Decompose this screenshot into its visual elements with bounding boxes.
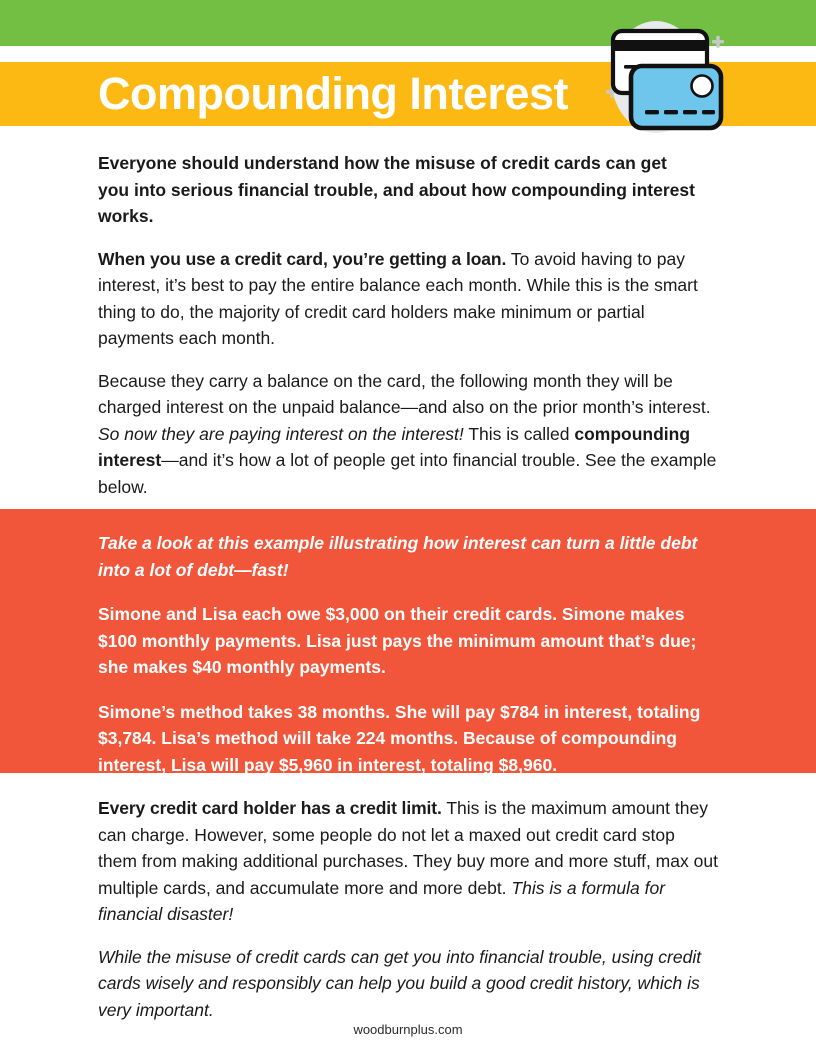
footer-site-url: woodburnplus.com (353, 1022, 463, 1037)
intro-paragraph: Everyone should understand how the misuse of credit cards can get you into serious financial trouble, and about how compounding interest works. (98, 153, 695, 226)
credit-limit-paragraph (98, 795, 718, 928)
loan-lead-in: When you use a credit card, you’re getting a loan. (98, 248, 507, 269)
credit-cards-illustration (588, 18, 738, 136)
balance-text-part-1: Because they carry a balance on the card, the following month they will be charged interest on the unpaid balance—and also on the prior month’s interest. (98, 370, 711, 417)
closing-paragraph (98, 944, 718, 1024)
callout-paragraph-1: Simone and Lisa each owe $3,000 on their credit cards. Simone makes $100 monthly payments. Lisa just pays the minimum amount that’s due; she makes $40 monthly payments. (98, 604, 697, 677)
plus-icon-right (712, 36, 724, 48)
loan-paragraph (98, 246, 718, 352)
balance-paragraph (98, 368, 718, 501)
compounding-interest-term: compounding interest (98, 423, 691, 470)
closing-text: While the misuse of credit cards can get you into financial trouble, using credit cards wisely and responsibly can help you build a good credit history, which is very important. (98, 946, 702, 1020)
balance-emphasis: So now they are paying interest on the interest! (98, 423, 464, 444)
front-card-shape (631, 66, 721, 128)
callout-paragraph-2: Simone’s method takes 38 months. She will pay $784 in interest, totaling $3,784. Lisa’s method will take 224 months. Because of compounding interest, Lisa will pay $5,960 in interest, totaling $8,960. (98, 701, 701, 775)
page-title: Compounding Interest (98, 68, 568, 119)
example-callout-box (0, 509, 816, 773)
credit-limit-emphasis: This is a formula for financial disaster! (98, 877, 666, 924)
credit-limit-lead-in: Every credit card holder has a credit limit. (98, 798, 442, 818)
credit-limit-body-text: This is the maximum amount they can charge. However, some people do not let a maxed out credit card stop them from making additional purchases. They buy more and more stuff, max out multiple cards, and accumulate more and more debt. (98, 798, 718, 898)
callout-kicker: Take a look at this example illustrating how interest can turn a little debt into a lot of debt—fast! (98, 533, 698, 580)
balance-text-part-3: —and it’s how a lot of people get into financial trouble. See the example below. (98, 450, 717, 497)
upper-content (98, 150, 718, 500)
balance-text-part-2: This is called (463, 423, 575, 444)
lower-content (98, 795, 718, 1023)
loan-body-text: To avoid having to pay interest, it’s best to pay the entire balance each month. While this is the smart thing to do, the majority of credit card holders make minimum or partial payments each month. (98, 248, 698, 348)
